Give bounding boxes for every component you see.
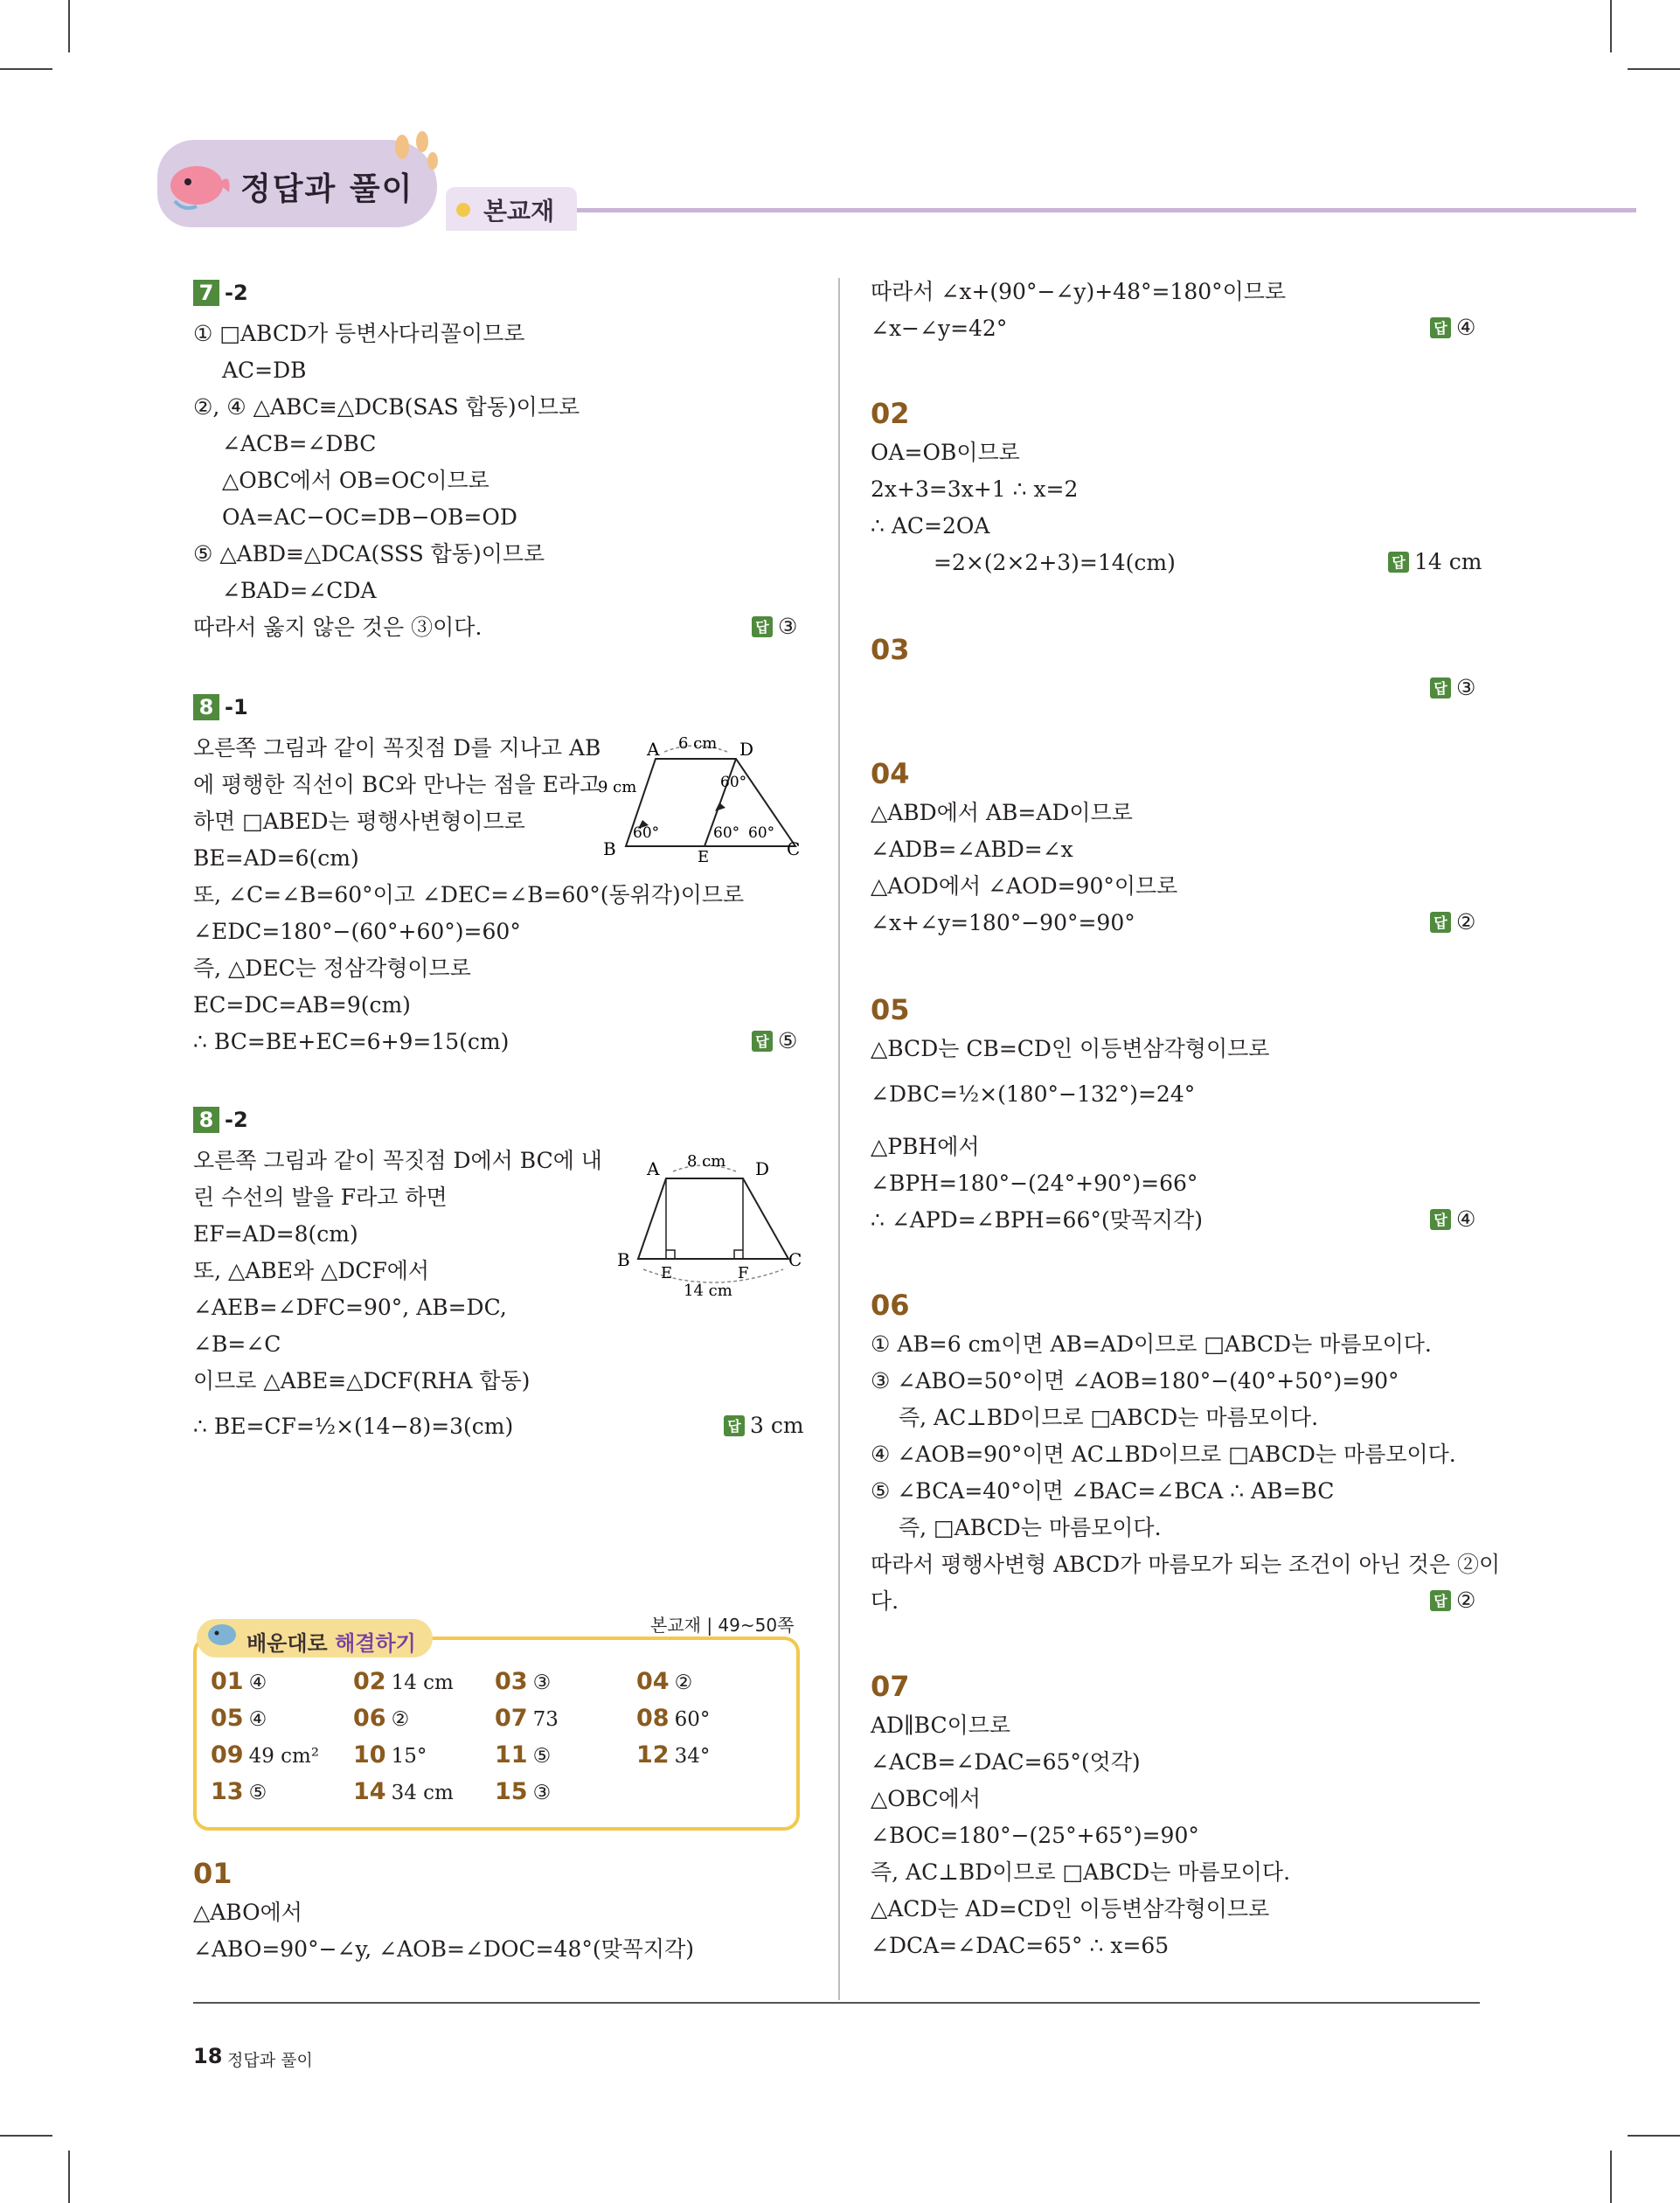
crop-mark [0, 2135, 52, 2137]
text-line: ① AB=6 cm이면 AB=AD이므로 □ABCD는 마름모이다. [871, 1331, 1432, 1357]
text-line: △AOD에서 ∠AOD=90°이므로 [871, 873, 1178, 899]
summary-item-number: 13 [211, 1778, 244, 1805]
summary-item-value: ② [674, 1671, 693, 1694]
summary-item-value: 14 cm [391, 1671, 454, 1694]
angle-B: 60° [633, 824, 660, 842]
answer [724, 1413, 804, 1438]
answer-value: ④ [1456, 315, 1476, 340]
text-line: OA=AC−OC=DB−OB=OD [222, 504, 517, 530]
summary-item-value: ⑤ [532, 1745, 552, 1768]
text-line: 에 평행한 직선이 BC와 만나는 점을 E라고 [193, 772, 601, 797]
summary-item [495, 1705, 559, 1732]
question-number: 06 [871, 1289, 910, 1322]
text-line: 즉, △DEC는 정삼각형이므로 [193, 956, 471, 981]
summary-item-value: 15° [391, 1745, 427, 1768]
answer-value: 14 cm [1414, 549, 1482, 574]
answer [1430, 1206, 1475, 1232]
answer-value: ③ [1456, 675, 1476, 700]
text-line: ∠ADB=∠ABD=∠x [871, 837, 1073, 862]
text-line: 또, ∠C=∠B=60°이고 ∠DEC=∠B=60°(동위각)이므로 [193, 882, 745, 907]
section-number: 7 [193, 280, 219, 306]
summary-item [636, 1741, 710, 1769]
text-line: 하면 □ABED는 평행사변형이므로 [193, 809, 525, 834]
text-line: ∠ACB=∠DBC [222, 431, 377, 456]
text-line: AD∥BC이므로 [871, 1713, 1011, 1738]
text-line: △ABD에서 AB=AD이므로 [871, 800, 1133, 825]
page-number: 18 [193, 2044, 223, 2068]
summary-item-number: 07 [495, 1705, 528, 1732]
answer-badge-icon: 답 [1388, 552, 1409, 573]
text-line: ∴ BC=BE+EC=6+9=15(cm) [193, 1029, 510, 1054]
question-number: 05 [871, 993, 910, 1026]
summary-item-value: 60° [674, 1708, 711, 1731]
summary-item-number: 11 [495, 1741, 528, 1769]
text-line: 따라서 옳지 않은 것은 ③이다. [193, 615, 482, 640]
header-title: 정답과 풀이 [240, 171, 414, 207]
section-sub: -1 [225, 695, 248, 719]
summary-item-number: 05 [211, 1705, 244, 1732]
text-line: 2x+3=3x+1 ∴ x=2 [871, 476, 1079, 502]
text-line: △ACD는 AD=CD인 이등변삼각형이므로 [871, 1896, 1270, 1922]
summary-item-number: 10 [353, 1741, 386, 1769]
summary-item [353, 1778, 454, 1805]
label-C: C [788, 1249, 802, 1270]
text-line: ∴ ∠APD=∠BPH=66°(맞꼭지각) [871, 1207, 1203, 1233]
crop-mark [1610, 2151, 1612, 2203]
summary-item-number: 04 [636, 1668, 670, 1695]
text-line: 따라서 ∠x+(90°−∠y)+48°=180°이므로 [871, 279, 1287, 304]
answer [752, 1028, 797, 1053]
text-line: 린 수선의 발을 F라고 하면 [193, 1185, 448, 1210]
summary-item-number: 01 [211, 1668, 244, 1695]
text-line: ∠EDC=180°−(60°+60°)=60° [193, 919, 521, 944]
summary-item [211, 1778, 267, 1805]
answer [1430, 909, 1475, 935]
text-line: ②, ④ △ABC≡△DCB(SAS 합동)이므로 [193, 394, 580, 420]
trapezoid-figure-8-2 [612, 1145, 804, 1303]
summary-item-value: ⑤ [248, 1782, 267, 1804]
summary-item-value: ③ [532, 1671, 552, 1694]
text-line: AC=DB [222, 358, 307, 383]
answer [752, 614, 797, 639]
crop-mark [68, 0, 70, 52]
answer-badge-icon: 답 [752, 616, 773, 637]
label-B: B [617, 1249, 630, 1270]
section-8-2-heading [193, 1107, 248, 1133]
text-line: 즉, □ABCD는 마름모이다. [899, 1515, 1162, 1540]
answer-value: ⑤ [778, 1028, 798, 1053]
summary-item-number: 09 [211, 1741, 244, 1769]
text-line: ∠BAD=∠CDA [222, 578, 377, 603]
answer-badge-icon: 답 [1430, 912, 1451, 933]
text-line: ∠x−∠y=42° [871, 316, 1008, 341]
answer [1430, 675, 1475, 700]
summary-item-number: 02 [353, 1668, 386, 1695]
label-bottom-length: 14 cm [684, 1282, 732, 1300]
section-sub: -2 [225, 1108, 248, 1132]
summary-item-number: 14 [353, 1778, 386, 1805]
angle-E: 60° [713, 824, 740, 842]
answer-value: ② [1456, 909, 1476, 935]
question-number: 07 [871, 1670, 910, 1703]
angle-D: 60° [720, 774, 747, 791]
question-number: 02 [871, 397, 910, 430]
text-line: ① □ABCD가 등변사다리꼴이므로 [193, 321, 525, 346]
summary-item [211, 1705, 267, 1732]
footer-label: 정답과 풀이 [227, 2051, 313, 2070]
angle-C: 60° [748, 824, 775, 842]
summary-item [495, 1668, 551, 1695]
label-C: C [787, 838, 801, 859]
text-line: EC=DC=AB=9(cm) [193, 992, 411, 1018]
text-line: 이므로 △ABE≡△DCF(RHA 합동) [193, 1368, 531, 1393]
summary-item [353, 1705, 409, 1732]
label-E: E [698, 848, 710, 864]
header-rule [559, 208, 1636, 212]
text-line: =2×(2×2+3)=14(cm) [934, 550, 1176, 575]
whale-icon [203, 1616, 241, 1651]
answer-value: ② [1456, 1588, 1476, 1613]
text-line: ∴ BE=CF=½×(14−8)=3(cm) [193, 1414, 514, 1439]
answer-badge-icon: 답 [1430, 1209, 1451, 1230]
question-number: 01 [193, 1857, 233, 1890]
summary-item [211, 1668, 267, 1695]
text-line: ∠AEB=∠DFC=90°, AB=DC, [193, 1295, 507, 1320]
text-line: ∠B=∠C [193, 1331, 281, 1357]
text-line: 따라서 평행사변형 ABCD가 마름모가 되는 조건이 아닌 것은 ②이 [871, 1552, 1501, 1577]
section-7-2-heading [193, 280, 248, 306]
text-line: ∠ACB=∠DAC=65°(엇각) [871, 1749, 1141, 1775]
summary-title-b: 해결하기 [335, 1631, 416, 1656]
label-B: B [603, 838, 616, 859]
text-line: △OBC에서 OB=OC이므로 [222, 468, 489, 493]
answer-badge-icon: 답 [724, 1415, 745, 1436]
text-line: ⑤ ∠BCA=40°이면 ∠BAC=∠BCA ∴ AB=BC [871, 1478, 1335, 1504]
summary-item-value: ③ [532, 1782, 552, 1804]
text-line: EF=AD=8(cm) [193, 1221, 358, 1247]
text-line: ∠ABO=90°−∠y, ∠AOB=∠DOC=48°(맞꼭지각) [193, 1936, 694, 1962]
text-line: △ABO에서 [193, 1900, 302, 1925]
summary-item-value: ② [391, 1708, 410, 1731]
summary-item-number: 03 [495, 1668, 528, 1695]
summary-item [211, 1741, 319, 1769]
text-line: ③ ∠ABO=50°이면 ∠AOB=180°−(40°+50°)=90° [871, 1368, 1399, 1393]
summary-item-number: 08 [636, 1705, 670, 1732]
text-line: 오른쪽 그림과 같이 꼭짓점 D를 지나고 AB [193, 735, 601, 761]
text-line: OA=OB이므로 [871, 440, 1020, 465]
crop-mark [68, 2151, 70, 2203]
answer [1430, 1588, 1475, 1613]
footer-rule [193, 2002, 1480, 2004]
text-line: ∠x+∠y=180°−90°=90° [871, 910, 1135, 935]
answer-badge-icon: 답 [1430, 317, 1451, 338]
text-line: 오른쪽 그림과 같이 꼭짓점 D에서 BC에 내 [193, 1148, 602, 1173]
label-side-length: 9 cm [598, 778, 637, 796]
text-line: ∠DCA=∠DAC=65° ∴ x=65 [871, 1933, 1170, 1958]
section-number: 8 [193, 1107, 219, 1133]
section-sub: -2 [225, 281, 248, 305]
answer-badge-icon: 답 [1430, 1590, 1451, 1611]
text-line: 즉, AC⊥BD이므로 □ABCD는 마름모이다. [899, 1405, 1319, 1430]
answer-badge-icon: 답 [752, 1031, 773, 1052]
section-number: 8 [193, 694, 219, 720]
column-divider [838, 278, 840, 2000]
label-E: E [661, 1264, 673, 1282]
label-D: D [755, 1158, 770, 1179]
text-line: △BCD는 CB=CD인 이등변삼각형이므로 [871, 1036, 1270, 1061]
summary-reference: 본교재 | 49~50쪽 [650, 1615, 795, 1636]
text-line: △OBC에서 [871, 1786, 981, 1811]
summary-item-number: 06 [353, 1705, 386, 1732]
answer-badge-icon: 답 [1430, 678, 1451, 698]
answer-value: 3 cm [750, 1413, 804, 1438]
summary-item-number: 15 [495, 1778, 528, 1805]
tab-dot-icon [456, 203, 470, 217]
summary-item-value: 49 cm² [248, 1745, 320, 1768]
crop-mark [0, 68, 52, 70]
text-line: 다. [871, 1588, 899, 1614]
summary-item-value: 73 [532, 1708, 559, 1731]
question-number: 04 [871, 757, 910, 790]
label-F: F [738, 1264, 749, 1282]
answer-value: ④ [1456, 1206, 1476, 1232]
label-top-length: 8 cm [687, 1152, 726, 1171]
summary-item [353, 1668, 454, 1695]
crop-mark [1628, 2135, 1680, 2137]
summary-item [636, 1668, 692, 1695]
summary-item [353, 1741, 427, 1769]
summary-item-value: ④ [248, 1708, 267, 1731]
answer [1430, 315, 1475, 340]
question-number: 03 [871, 633, 910, 666]
text-line: 즉, AC⊥BD이므로 □ABCD는 마름모이다. [871, 1859, 1291, 1885]
text-line: BE=AD=6(cm) [193, 845, 359, 871]
trapezoid-figure-8-1 [594, 733, 804, 864]
section-8-1-heading [193, 694, 248, 720]
text-line: △PBH에서 [871, 1134, 980, 1159]
text-line: ④ ∠AOB=90°이면 AC⊥BD이므로 □ABCD는 마름모이다. [871, 1442, 1456, 1467]
text-line: ∴ AC=2OA [871, 513, 990, 539]
summary-title [246, 1626, 416, 1657]
label-A: A [647, 1158, 660, 1179]
whale-mascot-icon [157, 149, 236, 219]
text-line: 또, △ABE와 △DCF에서 [193, 1258, 430, 1283]
crop-mark [1610, 0, 1612, 52]
summary-item [495, 1741, 551, 1769]
summary-item [495, 1778, 551, 1805]
text-line: ∠BPH=180°−(24°+90°)=66° [871, 1171, 1198, 1196]
summary-item-value: 34 cm [391, 1782, 454, 1804]
text-line: ∠BOC=180°−(25°+65°)=90° [871, 1823, 1199, 1848]
text-line: ⑤ △ABD≡△DCA(SSS 합동)이므로 [193, 541, 545, 566]
label-A: A [647, 739, 660, 760]
text-line: ∠DBC=½×(180°−132°)=24° [871, 1081, 1196, 1107]
label-top-length: 6 cm [678, 734, 718, 753]
header-tab-label: 본교재 [483, 197, 555, 226]
crop-mark [1628, 68, 1680, 70]
label-D: D [739, 739, 754, 760]
answer [1388, 549, 1482, 574]
summary-item-value: 34° [674, 1745, 711, 1768]
summary-item-number: 12 [636, 1741, 670, 1769]
answer-value: ③ [778, 614, 798, 639]
summary-item-value: ④ [248, 1671, 267, 1694]
summary-title-a: 배운대로 [246, 1631, 336, 1656]
summary-item [636, 1705, 710, 1732]
